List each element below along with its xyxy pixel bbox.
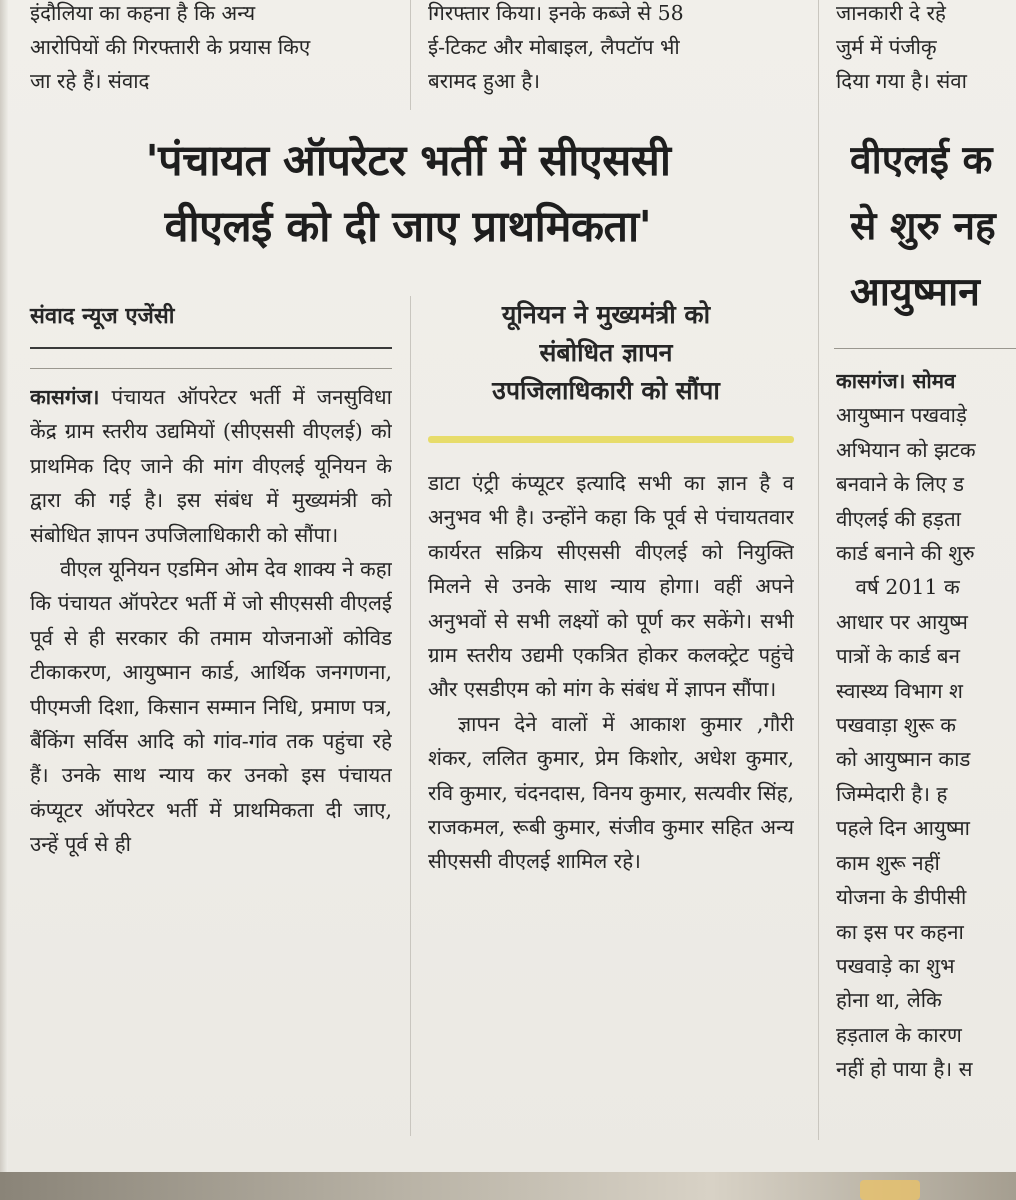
- paragraph-text: डाटा एंट्री कंप्यूटर इत्यादि सभी का ज्ञान है व अनुभव भी है। उन्होंने कहा कि पूर्व से पंचायतवार कार्यरत सक्रिय सीएससी वीएलई को नियुक्ति मिलने से उनके साथ न्याय होगा। वहीं अपने अनुभवों से सभी लक्ष्यों को पूर्ण कर सकेंगे। सभी ग्राम स्तरीय उद्यमी एकत्रित होकर कलक्ट्रेट पहुंचे और एसडीएम को मांग के संबंध में ज्ञापन सौंपा।: [428, 471, 794, 702]
- article-paragraph: [30, 552, 392, 862]
- top-fragment-line: गिरफ्तार किया। इनके कब्जे से 58: [428, 1, 684, 25]
- column-3-line: कार्ड बनाने की शुरु: [836, 541, 975, 566]
- headline-line-1: 'पंचायत ऑपरेटर भर्ती में सीएससी: [145, 136, 671, 186]
- column-3-line: पात्रों के कार्ड बन: [836, 644, 960, 669]
- column-3-line: अभियान को झटक: [836, 437, 976, 462]
- top-fragment-col2: [428, 0, 798, 102]
- side-headline-line-3: आयुष्मान: [850, 270, 980, 315]
- subhead-line-3: उपजिलाधिकारी को सौंपा: [492, 376, 720, 405]
- dateline: कासगंज।: [30, 385, 100, 409]
- column-3-line: नहीं हो पाया है। स: [836, 1057, 973, 1082]
- paragraph-text: वीएल यूनियन एडमिन ओम देव शाक्य ने कहा कि पंचायत ऑपरेटर भर्ती में जो सीएससी वीएलई पूर्व से ही सरकार की तमाम योजनाओं कोविड टीकाकरण, आयुष्मान कार्ड, आर्थिक जनगणना, पीएमजी दिशा, किसान सम्मान निधि, प्रमाण पत्र, बैंकिंग सर्विस आदि को गांव-गांव तक पहुंचा रहे हैं। उनके साथ न्याय कर उनको इस पंचायत कंप्यूटर ऑपरेटर भर्ती में प्राथमिकता दी जाए, उन्हें पूर्व से ही: [30, 557, 392, 857]
- column-3-line: आयुष्मान पखवाड़े: [836, 403, 967, 428]
- top-fragment-line: जुर्म में पंजीकृ: [836, 35, 937, 59]
- byline: संवाद न्यूज एजेंसी: [30, 303, 175, 329]
- column-3-line: वर्ष 2011 क: [836, 575, 960, 600]
- paragraph-text: पंचायत ऑपरेटर भर्ती में जनसुविधा केंद्र ग्राम स्तरीय उद्यमियों (सीएससी वीएलई) को प्राथमिक दिए जाने की मांग वीएलई यूनियन के द्वारा की गई है। इस संबंध में मुख्यमंत्री को संबोधित ज्ञापन उपजिलाधिकारी को सौंपा।: [30, 385, 392, 547]
- column-rule: [410, 0, 411, 110]
- top-fragment-line: इंदौलिया का कहना है कि अन्य: [30, 1, 256, 25]
- column-rule: [818, 0, 819, 1140]
- subheadline: [426, 296, 786, 410]
- main-headline: [28, 128, 788, 260]
- subhead-line-1: यूनियन ने मुख्यमंत्री को: [501, 300, 711, 329]
- top-fragment-line: ई-टिकट और मोबाइल, लैपटॉप भी: [428, 35, 680, 59]
- top-fragment-line: जा रहे हैं। संवाद: [30, 69, 150, 93]
- top-fragment-col1: [30, 0, 392, 102]
- column-3-line: हड़ताल के कारण: [836, 1022, 962, 1047]
- side-headline-line-2: से शुरु नह: [850, 204, 996, 249]
- top-fragment-line: दिया गया है। संवा: [836, 69, 967, 93]
- article-paragraph: [30, 380, 392, 552]
- column-3-line: बनवाने के लिए ड: [836, 472, 964, 497]
- column-3-line: जिम्मेदारी है। ह: [836, 781, 948, 806]
- column-3-line: पखवाड़े का शुभ: [836, 953, 955, 978]
- article-paragraph: [428, 707, 794, 879]
- article-column-1: [30, 380, 392, 1140]
- top-fragment-line: बरामद हुआ है।: [428, 69, 541, 93]
- byline-rule: [30, 347, 392, 349]
- article-column-2: [428, 466, 794, 1140]
- column-3-line: पखवाड़ा शुरू क: [836, 713, 957, 738]
- column-3-line: आधार पर आयुष्म: [836, 609, 968, 634]
- article-paragraph: [428, 466, 794, 707]
- paragraph-text: ज्ञापन देने वालों में आकाश कुमार ,गौरी शंकर, ललित कुमार, प्रेम किशोर, अधेश कुमार, रवि कुमार, चंदनदास, विनय कुमार, सत्यवीर सिंह, राजकमल, रूबी कुमार, संजीव कुमार सहित अन्य सीएससी वीएलई शामिल रहे।: [428, 711, 794, 874]
- column-3-line: को आयुष्मान काड: [836, 747, 971, 772]
- photo-highlight: [860, 1180, 920, 1200]
- byline-rule-thin: [30, 368, 392, 369]
- photo-strip: [0, 1172, 1016, 1200]
- column-3-rule: [834, 348, 1016, 349]
- column-3-line: काम शुरू नहीं: [836, 850, 940, 875]
- column-3-line: कासगंज। सोमव: [836, 369, 956, 393]
- column-3-line: स्वास्थ्य विभाग श: [836, 678, 963, 703]
- subhead-highlight-rule: [428, 436, 794, 443]
- side-headline-line-1: वीएलई क: [850, 138, 993, 183]
- top-fragment-line: जानकारी दे रहे: [836, 1, 946, 25]
- column-3-line: पहले दिन आयुष्मा: [836, 816, 970, 841]
- column-3-line: योजना के डीपीसी: [836, 885, 967, 910]
- top-fragment-col3: [836, 0, 1016, 102]
- column-3-line: वीएलई की हड़ता: [836, 506, 961, 531]
- side-headline: [850, 128, 1016, 326]
- top-fragment-line: आरोपियों की गिरफ्तारी के प्रयास किए: [30, 35, 311, 59]
- subhead-line-2: संबोधित ज्ञापन: [539, 338, 673, 367]
- column-rule: [410, 296, 411, 1136]
- article-column-3: [836, 364, 1016, 1144]
- column-3-line: होना था, लेकि: [836, 988, 942, 1013]
- headline-line-2: वीएलई को दी जाए प्राथमिकता': [164, 202, 652, 252]
- column-3-line: का इस पर कहना: [836, 919, 964, 944]
- page-edge-shadow: [0, 0, 8, 1172]
